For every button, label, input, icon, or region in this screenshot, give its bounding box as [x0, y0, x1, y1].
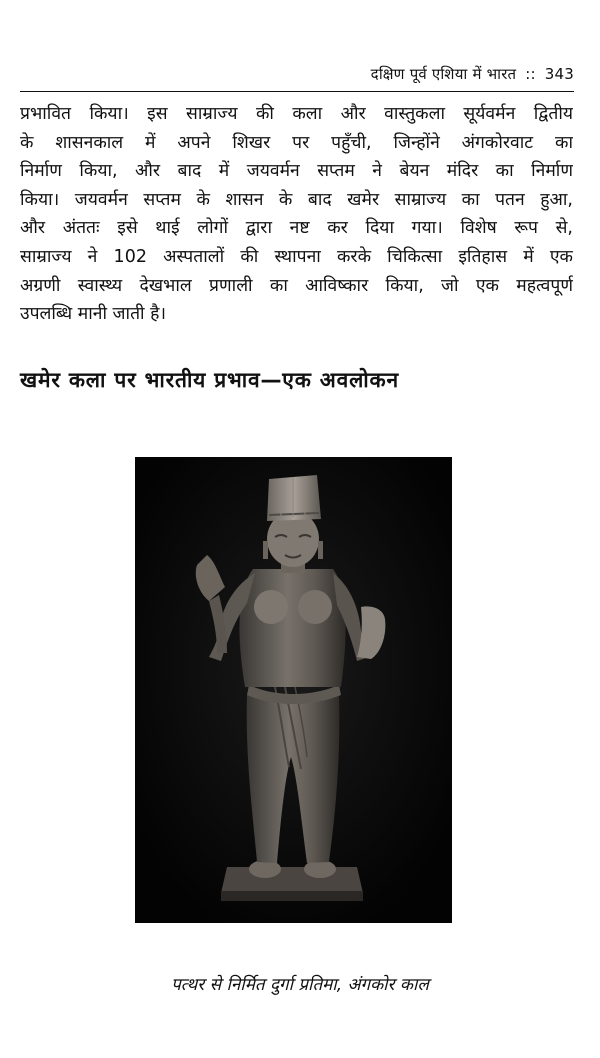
paragraph-line: अग्रणी स्वास्थ्य देखभाल प्रणाली का आविष्कार किया, जो एक महत्वपूर्ण [20, 275, 573, 296]
figure-caption: पत्थर से निर्मित दुर्गा प्रतिमा, अंगकोर काल [171, 975, 429, 995]
header-separator: :: [525, 65, 536, 83]
paragraph-line: और अंततः इसे थाई लोगों द्वारा नष्ट कर दिया गया। विशेष रूप से, [20, 218, 573, 239]
page-number: 343 [544, 65, 574, 83]
statue-photo [135, 457, 452, 923]
durga-statue-image [135, 457, 452, 923]
paragraph-line: किया। जयवर्मन सप्तम के शासन के बाद खमेर साम्राज्य का पतन हुआ, [20, 189, 573, 210]
paragraph-line: प्रभावित किया। इस साम्राज्य की कला और वास्तुकला सूर्यवर्मन द्वितीय [20, 104, 573, 124]
paragraph-line: उपलब्धि मानी जाती है। [20, 304, 167, 325]
section-heading: खमेर कला पर भारतीय प्रभाव—एक अवलोकन [20, 368, 399, 392]
running-title: दक्षिण पूर्व एशिया में भारत [370, 65, 517, 83]
running-header [371, 64, 574, 84]
paragraph-line: के शासनकाल में अपने शिखर पर पहुँची, जिन्होंने अंगकोरवाट का [20, 132, 573, 153]
paragraph-line: निर्माण किया, और बाद में जयवर्मन सप्तम ने बेयन मंदिर का निर्माण [20, 161, 573, 182]
header-rule [20, 91, 574, 92]
body-paragraph [20, 100, 573, 329]
paragraph-line: साम्राज्य ने 102 अस्पतालों की स्थापना करके चिकित्सा इतिहास में एक [20, 246, 573, 267]
